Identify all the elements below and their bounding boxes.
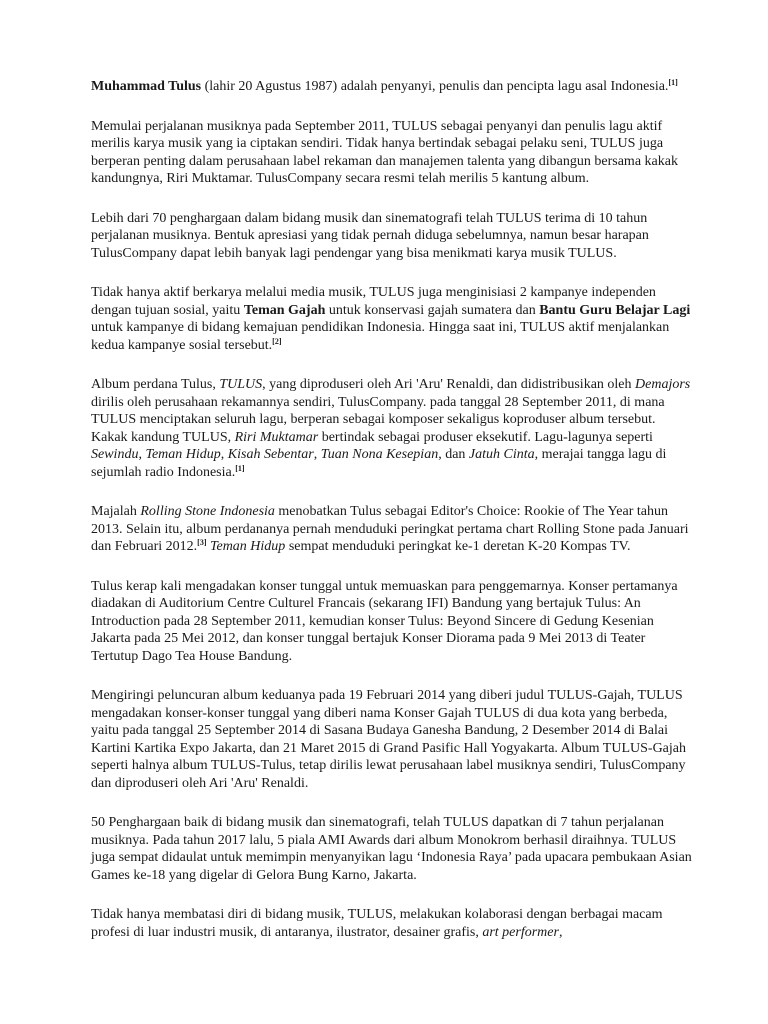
paragraph-second-album: Mengiringi peluncuran album keduanya pada 19 Februari 2014 yang diberi judul TULUS-Gajah, TULUS mengadakan konser-konser tunggal yang diberi nama Konser Gajah TULUS di dua kota yang berbeda, yaitu pada tanggal 25 September 2014 di Sasana Budaya Ganesha Bandung, 2 Desember 2014 di Balai Kartini Kartika Expo Jakarta, dan 21 Maret 2015 di Grand Pasific Hall Yogyakarta. Album TULUS-Gajah seperti halnya album TULUS-Tulus, tetap dirilis lewat perusahaan label musiknya sendiri, TulusCompany dan diproduseri oleh Ari 'Aru' Renaldi. bbox=[91, 688, 686, 791]
citation-1b[interactable]: [1] bbox=[235, 463, 245, 473]
paragraph-intro: Muhammad Tulus (lahir 20 Agustus 1987) adalah penyanyi, penulis dan pencipta lagu asal Indonesia.[1] bbox=[91, 78, 678, 94]
paragraph-first-album: Album perdana Tulus, TULUS, yang diproduseri oleh Ari 'Aru' Renaldi, dan didistribusikan oleh Demajors dirilis oleh perusahaan rekamannya sendiri, TulusCompany. pada tanggal 28 September 2011, di mana TULUS menciptakan seluruh lagu, berperan sebagai komposer sekaligus koproduser album tersebut. Kakak kandung TULUS, Riri Muktamar bertindak sebagai produser eksekutif. Lagu-lagunya seperti Sewindu, Teman Hidup, Kisah Sebentar, Tuan Nona Kesepian, dan Jatuh Cinta, merajai tangga lagu di sejumlah radio Indonesia.[1] bbox=[91, 377, 691, 480]
citation-2[interactable]: [2] bbox=[272, 336, 282, 346]
citation-3[interactable]: [3] bbox=[197, 538, 207, 547]
campaign-teman-gajah: Teman Gajah bbox=[243, 302, 326, 318]
campaign-bantu-guru: Bantu Guru Belajar Lagi bbox=[539, 302, 691, 318]
subject-name: Muhammad Tulus bbox=[91, 79, 202, 94]
citation-1[interactable]: [1] bbox=[668, 78, 678, 87]
paragraph-achievements: 50 Penghargaan baik di bidang musik dan sinematografi, telah TULUS dapatkan di 7 tahun perjalanan musiknya. Pada tahun 2017 lalu, 5 piala AMI Awards dari album Monokrom berhasil diraihnya. TULUS juga sempat didaulat untuk memimpin menyanyikan lagu ‘Indonesia Raya’ pada upacara pembukaan Asian Games ke-18 yang digelar di Gelora Bung Karno, Jakarta. bbox=[91, 815, 692, 883]
paragraph-collaboration: Tidak hanya membatasi diri di bidang musik, TULUS, melakukan kolaborasi dengan berbagai macam profesi di luar industri musik, di antaranya, ilustrator, desainer grafis, art performer, bbox=[91, 907, 663, 940]
paragraph-career-start: Memulai perjalanan musiknya pada September 2011, TULUS sebagai penyanyi dan penulis lagu aktif merilis karya musik yang ia ciptakan sendiri. Tidak hanya bertindak sebagai pelaku seni, TULUS juga berperan penting dalam perusahaan label rekaman dan manajemen talenta yang dibangun bersama kakak kandungnya, Riri Muktamar. TulusCompany secara resmi telah merilis 5 kantung album. bbox=[91, 118, 678, 186]
paragraph-concerts: Tulus kerap kali mengadakan konser tunggal untuk memuaskan para penggemarnya. Konser pertamanya diadakan di Auditorium Centre Culturel Francais (sekarang IFI) Bandung yang bertajuk Tulus: An Introduction pada 28 September 2011, kemudian konser Tulus: Beyond Sincere di Gedung Kesenian Jakarta pada 25 Mei 2012, dan konser tunggal bertajuk Konser Diorama pada 9 Mei 2013 di Teater Tertutup Dago Tea House Bandung. bbox=[91, 578, 678, 664]
paragraph-campaigns: Tidak hanya aktif berkarya melalui media musik, TULUS juga menginisiasi 2 kampanye independen dengan tujuan sosial, yaitu Teman Gajah untuk konservasi gajah sumatera dan Bantu Guru Belajar Lagi untuk kampanye di bidang kemajuan pendidikan Indonesia. Hingga saat ini, TULUS aktif menjalankan kedua kampanye sosial tersebut.[2] bbox=[91, 285, 691, 353]
document-page bbox=[91, 78, 695, 963]
paragraph-awards: Lebih dari 70 penghargaan dalam bidang musik dan sinematografi telah TULUS terima di 10 tahun perjalanan musiknya. Bentuk apresiasi yang tidak pernah diduga sebelumnya, namun besar harapan TulusCompany dapat lebih banyak lagi pendengar yang bisa menikmati karya musik TULUS. bbox=[91, 210, 649, 261]
paragraph-rolling-stone: Majalah Rolling Stone Indonesia menobatkan Tulus sebagai Editor's Choice: Rookie of The Year tahun 2013. Selain itu, album perdananya pernah menduduki peringkat pertama chart Rolling Stone pada Januari dan Februari 2012.[3] Teman Hidup sempat menduduki peringkat ke-1 deretan K-20 Kompas TV. bbox=[91, 504, 689, 554]
